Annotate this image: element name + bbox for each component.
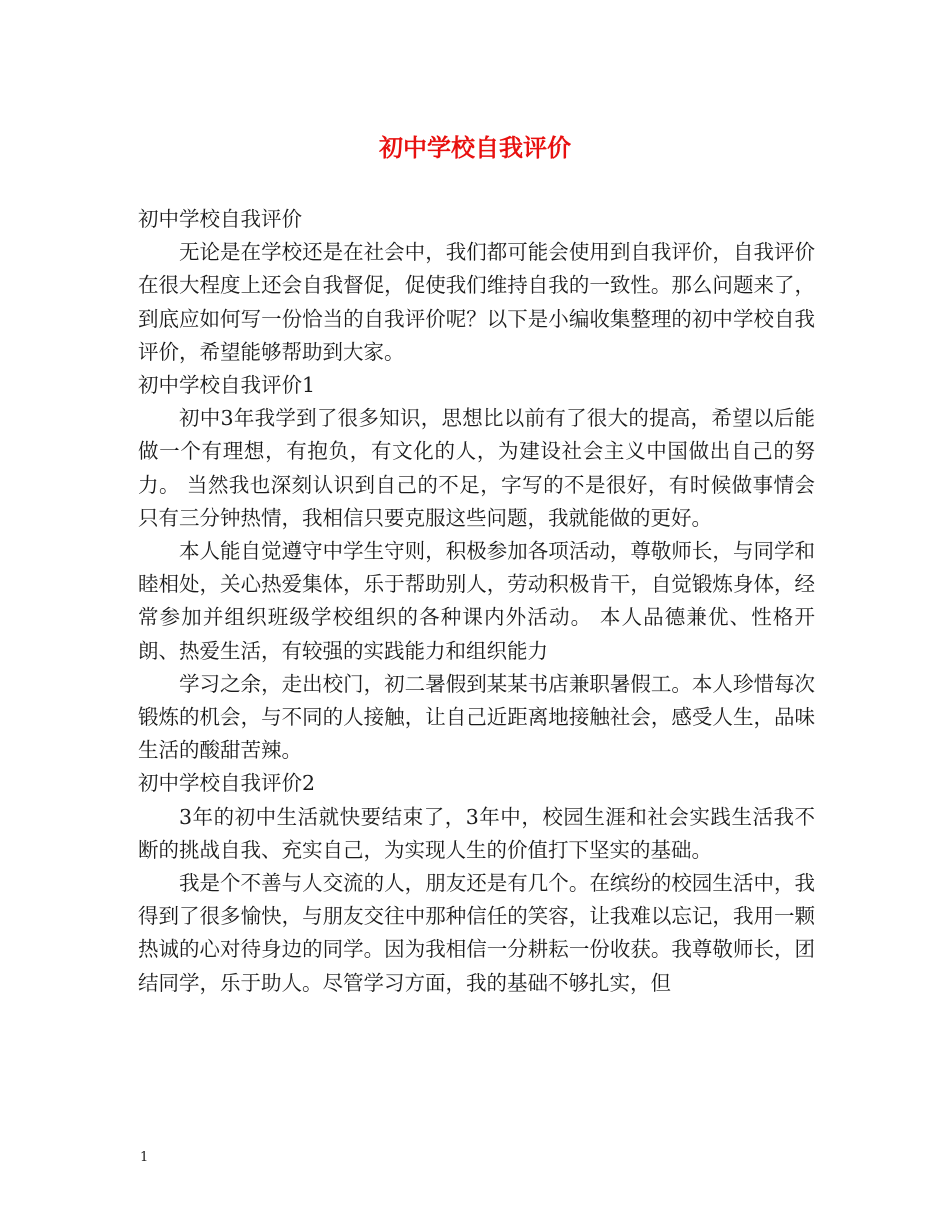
section-heading: 初中学校自我评价: [138, 207, 302, 231]
body-paragraph: 3年的初中生活就快要结束了，3年中，校园生涯和社会实践生活我不断的挑战自我、充实自己，为实现人生的价值打下坚实的基础。: [138, 804, 815, 862]
page-number: 1: [140, 1150, 149, 1165]
section-heading: 初中学校自我评价2: [138, 771, 316, 796]
section-heading: 初中学校自我评价1: [138, 373, 316, 398]
body-paragraph: 我是个不善与人交流的人，朋友还是有几个。在缤纷的校园生活中，我得到了很多愉快，与朋友交往中那种信任的笑容，让我难以忘记，我用一颗热诚的心对待身边的同学。因为我相信一分耕耘一份收获。我尊敬师长，团结同学，乐于助人。尽管学习方面，我的基础不够扎实，但: [138, 871, 815, 995]
document-title: 初中学校自我评价: [379, 133, 571, 162]
body-paragraph: 学习之余，走出校门，初二暑假到某某书店兼职暑假工。本人珍惜每次锻炼的机会，与不同的人接触，让自己近距离地接触社会，感受人生，品味生活的酸甜苦辣。: [138, 671, 815, 763]
document-body: [138, 203, 815, 1000]
body-paragraph: 本人能自觉遵守中学生守则，积极参加各项活动，尊敬师长，与同学和睦相处，关心热爱集体，乐于帮助别人，劳动积极肯干，自觉锻炼身体，经常参加并组织班级学校组织的各种课内外活动。 本人品德兼优、性格开朗、热爱生活，有较强的实践能力和组织能力: [138, 539, 815, 663]
body-paragraph: 初中3年我学到了很多知识，思想比以前有了很大的提高，希望以后能做一个有理想，有抱负，有文化的人，为建设社会主义中国做出自己的努力。 当然我也深刻认识到自己的不足，字写的不是很好，有时候做事情会只有三分钟热情，我相信只要克服这些问题，我就能做的更好。: [138, 406, 815, 530]
body-paragraph: 无论是在学校还是在社会中，我们都可能会使用到自我评价，自我评价在很大程度上还会自我督促，促使我们维持自我的一致性。那么问题来了，到底应如何写一份恰当的自我评价呢？以下是小编收集整理的初中学校自我评价，希望能够帮助到大家。: [138, 240, 815, 364]
